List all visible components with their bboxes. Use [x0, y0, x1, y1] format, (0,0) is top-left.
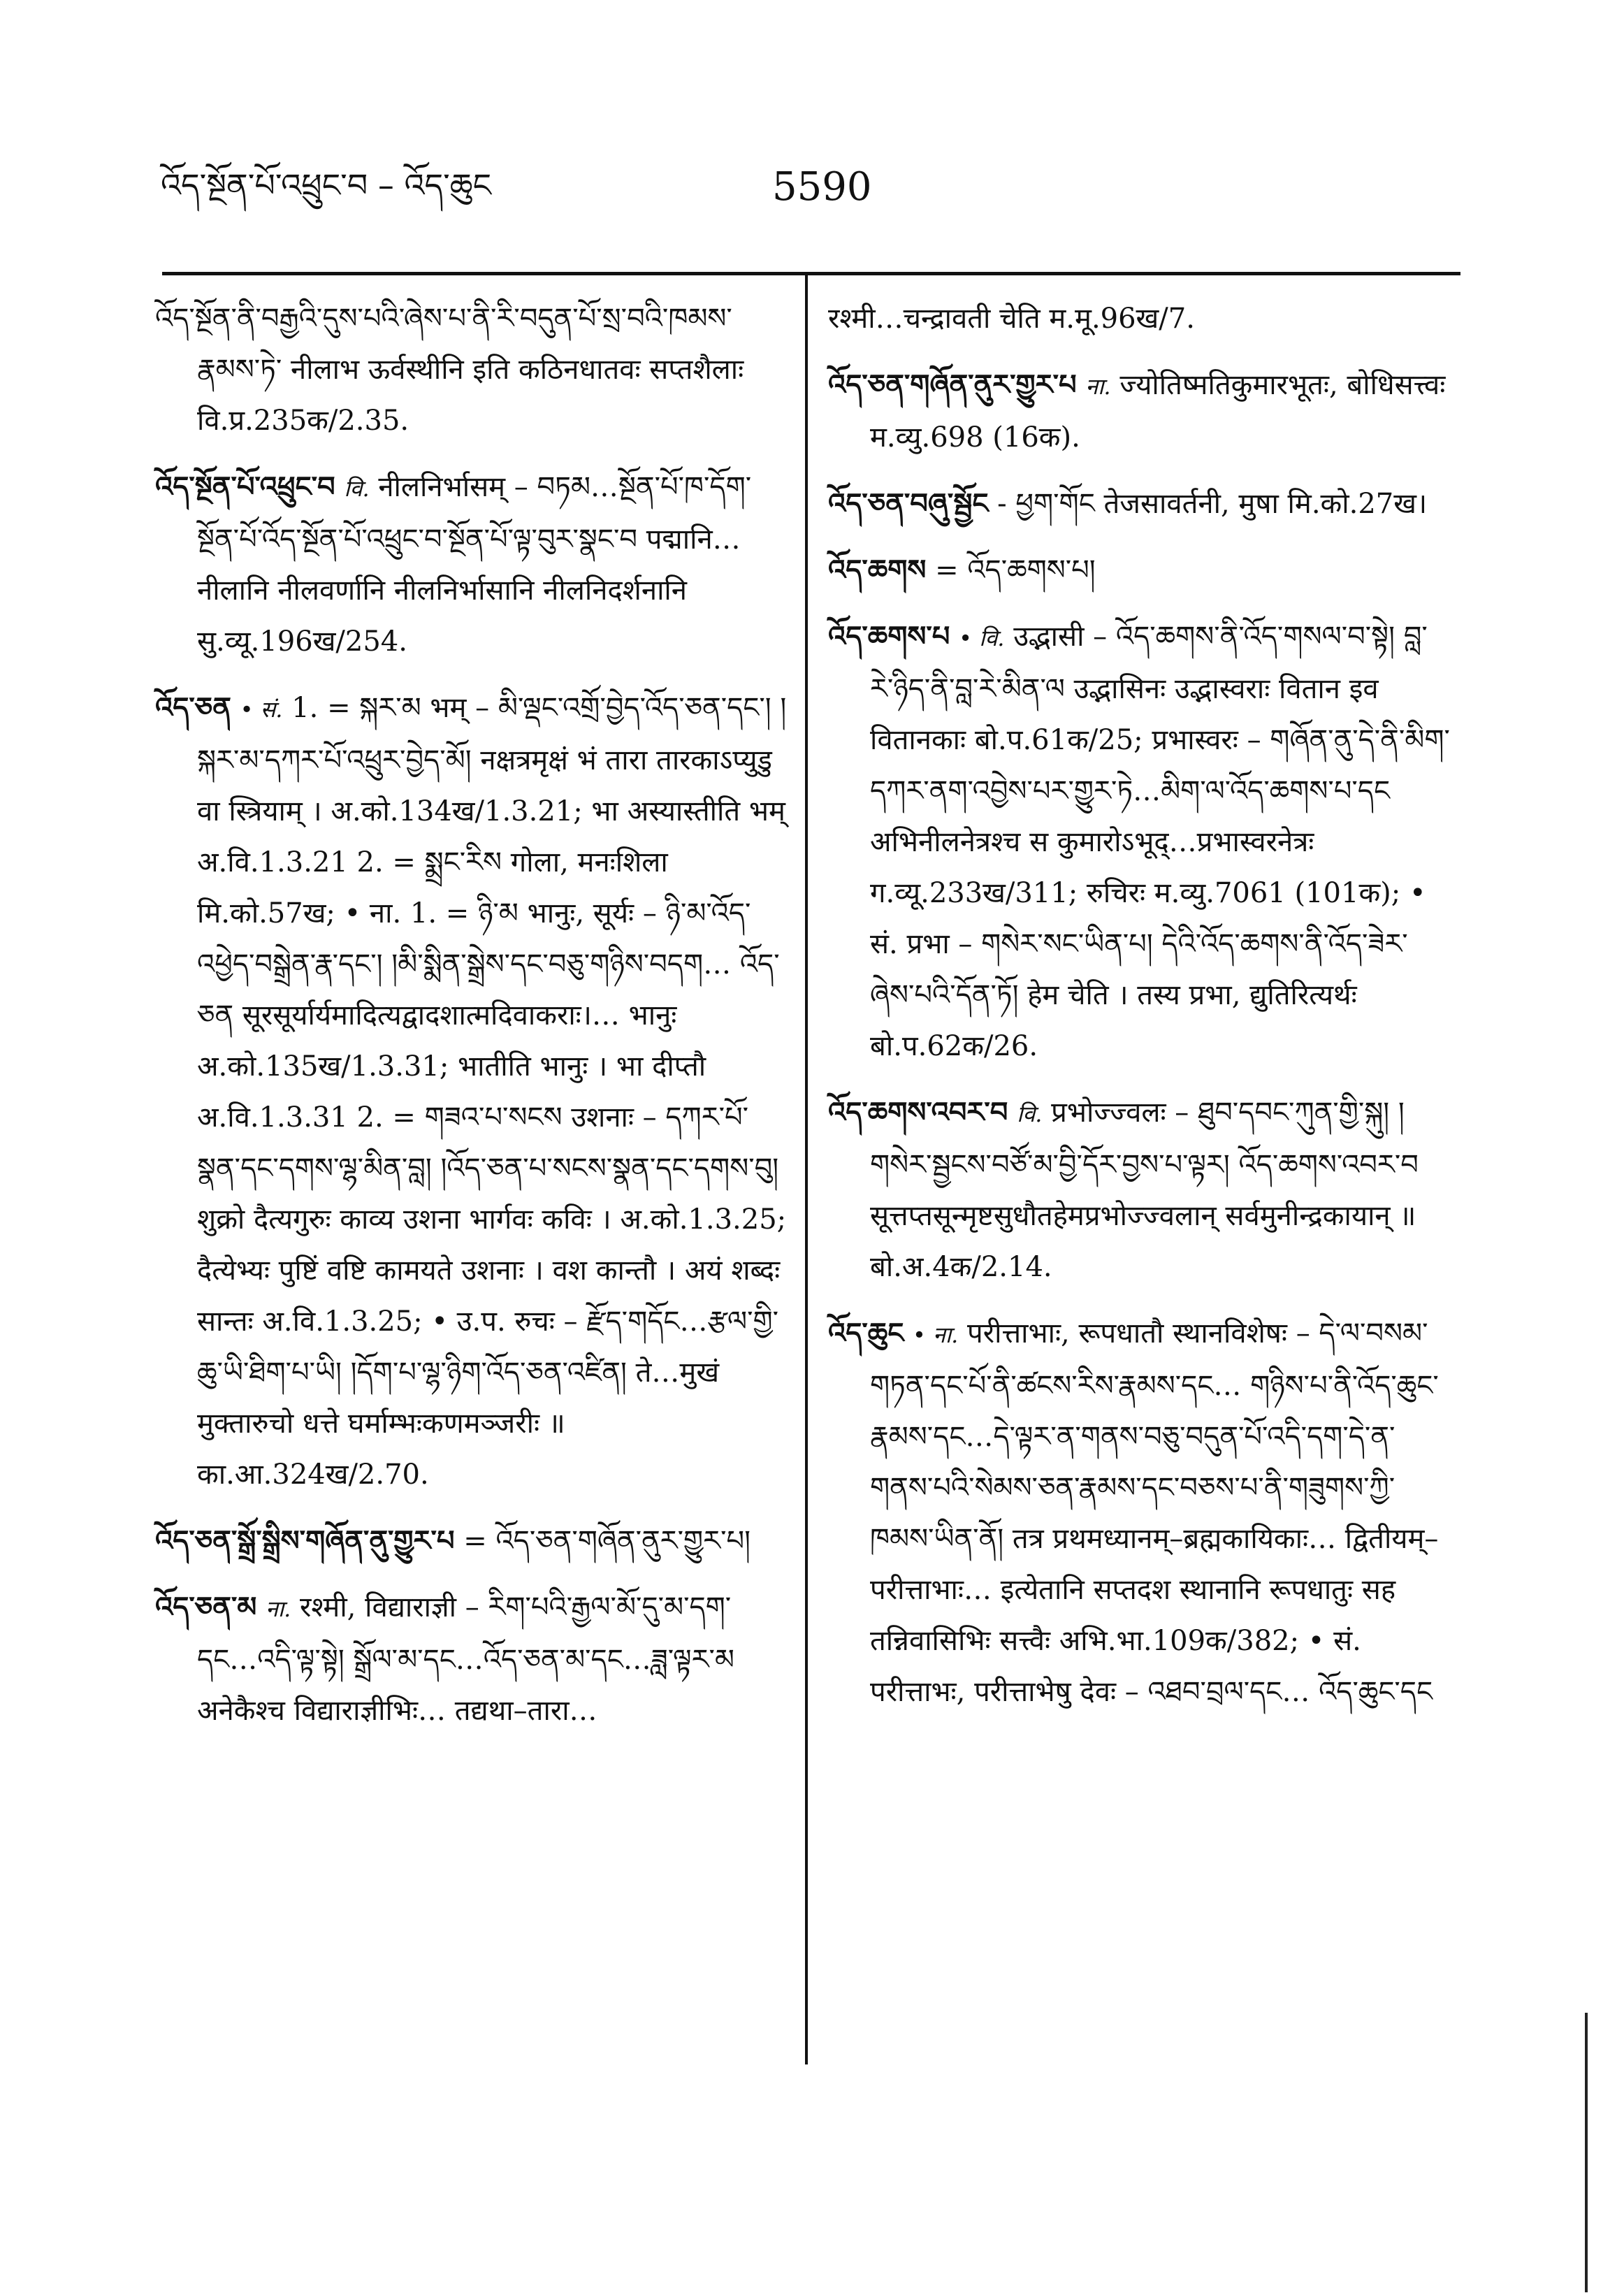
entry-grammar-label: वि. [1017, 1101, 1043, 1127]
entry-text: नीलनिर्भासम् – བཏམ…སྔོན་པོ་ཁ་དོག་སྔོན་པོ་འོད་སྔོན་པོ་འཕྲུང་བ་སྔོན་པོ་ལྟ་བུར་སྣང་བ पद्मानि…नीलानि नीलवर्णानि नीलनिर्भासानि नीलनिदर्शनानि सु.व्यू.196ख/254. [197, 471, 752, 658]
dictionary-entry [828, 545, 1450, 596]
right-column [828, 294, 1450, 1733]
entry-text: = འོད་ཆགས་པ། [935, 554, 1096, 586]
entry-text: परीत्ताभाः, रूपधातौ स्थानविशेषः – དེ་ལ་བསམ་གཏན་དང་པོ་ནི་ཚངས་རིས་རྣམས་དང… གཉིས་པ་ནི་འོད་ཆུང་རྣམས་དང…དེ་ལྟར་ན་གནས་བཅུ་བདུན་པོ་འདི་དག་དེ་ན་གནས་པའི་སེམས་ཅན་རྣམས་དང་བཅས་པ་ནི་གཟུགས་ཀྱི་ཁམས་ཡིན་ནོ། तत्र प्रथमध्यानम्–ब्रह्मकायिकाः… द्वितीयम्–परीत्ताभाः… इत्येतानि सप्तदश स्थानानि रूपधातुः सह तन्निवासिभिः सत्त्वैः अभि.भा.109क/382; • सं. परीत्ताभः, परीत्ताभेषु देवः – འཐབ་བྲལ་དང… འོད་ཆུང་དང [870, 1317, 1439, 1708]
entry-headword: འོད་ཆགས་འབར་བ [828, 1097, 1008, 1129]
scan-edge-line [1585, 2013, 1588, 2292]
entry-text: ज्योतिष्मतिकुमारभूतः, बोधिसत्त्वः म.व्यु.698 (16क). [870, 369, 1446, 454]
dictionary-entry [155, 294, 791, 447]
entry-headword: འོད་ཆགས [828, 554, 927, 586]
entry-text: रश्मी, विद्याराज्ञी – རིག་པའི་རྒྱལ་མོ་དུ་མ་དག་དང…འདི་ལྟ་སྟེ། སྒྲོལ་མ་དང…འོད་ཅན་མ་དང…ཟླ་ལྟར་མ अनेकैश्च विद्याराज्ञीभिः… तद्यथा–तारा… [197, 1591, 734, 1727]
entry-headword: འོད་སྔོན་པོ་འཕྲུང་བ [155, 471, 335, 503]
column-divider [805, 275, 808, 2064]
entry-headword: འོད་ཅན་གཞོན་ནུར་གྱུར་པ [828, 369, 1077, 401]
dictionary-entry [155, 1516, 791, 1567]
dictionary-entry [155, 462, 791, 667]
left-column [155, 294, 791, 1752]
entry-text: 1. = སྐར་མ भम् – མི་ལྡང་འགྲོ་བྱེད་འོད་ཅན་དང་། །སྐར་མ་དཀར་པོ་འཕྲུར་བྱེད་མོ། नक्षत्रमृक्षं भं तारा तारकाऽप्युडु वा स्त्रियाम् । अ.को.134ख/1.3.21; भा अस्यास्तीति भम् अ.वि.1.3.21 2. = སྨྲང་རིས गोला, मनःशिला मि.को.57ख; • ना. 1. = ཉི་མ भानुः, सूर्यः – ཉི་མ་འོད་འཕྱེད་བསྒྲེན་རྣ་དང་། །མི་སྨིན་སྒྲེས་དང་བཅུ་གཉིས་བདག… འོད་ཅན सूरसूर्यार्यमादित्यद्वादशात्मदिवाकराः।… भानुः अ.को.135ख/1.3.31; भातीति भानुः । भा दीप्तौ अ.वि.1.3.31 2. = གཟའ་པ་སངས उशनाः – དཀར་པོ་སྣན་དང་དགས་ལྷ་མིན་བླ། །འོད་ཅན་པ་སངས་སྣན་དང་དགས་བུ། शुक्रो दैत्यगुरुः काव्य उशना भार्गवः कविः । अ.को.1.3.25; दैत्येभ्यः पुष्टिं वष्टि कामयते उशनाः । वश कान्तौ । अयं शब्दः सान्तः अ.वि.1.3.25; • उ.प. रुचः – རྫོད་གདོང…རྩལ་གྱི་ཆུ་ཡི་ཐིག་པ་ཡི། །དོག་པ་ལྷ་ཉིག་འོད་ཅན་འཛིན། ते…मुखं मुक्तारुचो धत्ते घर्माम्भःकणमञ्जरीः ॥ का.आ.324ख/2.70. [197, 692, 787, 1491]
entry-text: रश्मी…चन्द्रावती चेति म.मू.96ख/7. [828, 303, 1195, 335]
entry-headword: འོད་ཆགས་པ [828, 621, 950, 653]
dictionary-entry [828, 294, 1450, 345]
dictionary-entry [828, 360, 1450, 463]
entry-text: - ཕྱག་གོང तेजसावर्तनी, मुषा मि.को.27ख। [997, 488, 1428, 520]
entry-text: = འོད་ཅན་གཞོན་ནུར་གྱུར་པ། [463, 1525, 751, 1557]
dictionary-entry [155, 1582, 791, 1737]
entry-grammar-label: • ना. [913, 1322, 959, 1348]
entry-grammar-label: वि. [344, 475, 370, 502]
entry-text: प्रभोज्ज्वलः – ཐུབ་དབང་ཀུན་གྱི་སྐུ། །གསེར་སྦྱངས་བཙོ་མ་བྱི་དོར་བྱས་པ་ལྟར། འོད་ཆགས་འབར་བ सूत्तप्तसून्मृष्टसुधौतहेमप्रभोज्ज्वलान् सर्वमुनीन्द्रकायान् ॥ बो.अ.4क/2.14. [870, 1097, 1419, 1283]
dictionary-entry [828, 612, 1450, 1072]
entry-headword: འོད་ཅན་བཞུ་སྦྱོང [828, 488, 989, 520]
running-head: འོད་སྔོན་པོ་འཕྲུང་བ – འོད་ཆུང [161, 166, 492, 204]
entry-text: འོད་སྔོན་ནི་བརྒྱའི་དུས་པའི་ཞེས་པ་ནི་རི་བདུན་པོ་སྲ་བའི་ཁམས་རྣམས་ཏེ་ नीलाभ ऊर्वस्थीनि इति कठिनधातवः सप्तशैलाः वि.प्र.235क/2.35. [155, 303, 744, 437]
page-number: 5590 [772, 164, 872, 210]
entry-headword: འོད་ཅན་སྒྲོ་སྒྲིས་གཞོན་ནུ་གྱུར་པ [155, 1525, 455, 1557]
entry-grammar-label: ना. [266, 1596, 291, 1622]
dictionary-entry [155, 683, 791, 1500]
entry-headword: འོད་ཅན་མ [155, 1591, 257, 1623]
entry-grammar-label: • सं. [240, 696, 283, 723]
dictionary-entry [828, 1308, 1450, 1718]
entry-grammar-label: ना. [1085, 373, 1111, 400]
entry-headword: འོད་ཅན [155, 692, 231, 724]
entry-headword: འོད་ཆུང [828, 1317, 904, 1350]
entry-grammar-label: • वि. [959, 625, 1005, 651]
header-rule [162, 272, 1460, 275]
entry-text: उद्भासी – འོད་ཆགས་ནི་འོད་གསལ་བ་སྟེ། བླ་རེ་ཉིད་ནི་བླ་རེ་མིན་ལ उद्भासिनः उद्भास्वराः वितान इव वितानकाः बो.प.61क/25; प्रभास्वरः – གཞོན་ནུ་དེ་ནི་མིག་དཀར་ནག་འབྱེས་པར་གྱུར་ཏེ…མིག་ལ་འོད་ཆགས་པ་དང अभिनीलनेत्रश्च स कुमारोऽभूद्…प्रभास्वरनेत्रः ग.व्यू.233ख/311; रुचिरः म.व्यु.7061 (101क); • सं. प्रभा – གསེར་སང་ཡིན་པ། དེའི་འོད་ཆགས་ནི་འོད་ཟེར་ཞེས་པའི་དོན་ཏོ། हेम चेति । तस्य प्रभा, द्युतिरित्यर्थः बो.प.62क/26. [870, 621, 1450, 1062]
dictionary-entry [828, 479, 1450, 530]
dictionary-entry [828, 1087, 1450, 1293]
